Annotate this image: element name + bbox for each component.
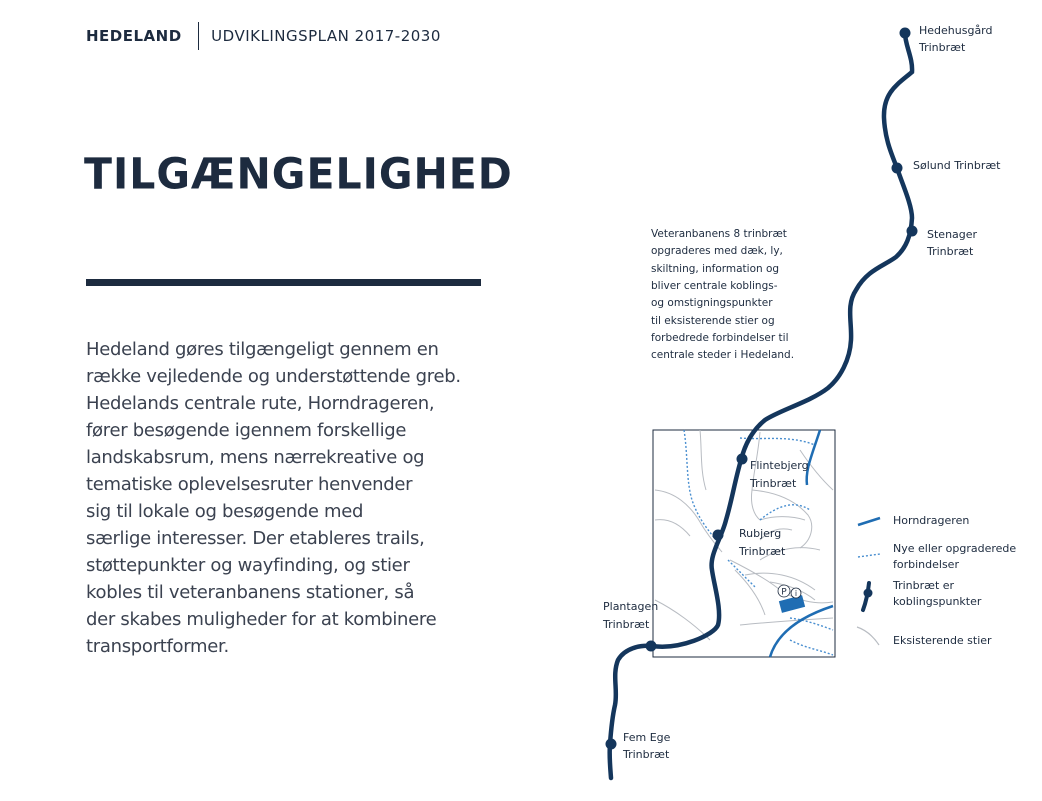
body-line: særlige interesser. Der etableres trails, — [86, 528, 425, 549]
station-name: Rubjerg — [739, 527, 782, 540]
station-name: Hedehusgård — [919, 24, 993, 37]
parking-symbol — [778, 585, 790, 598]
station-name: Fem Ege — [623, 731, 671, 744]
station-marker-flintebjerg — [737, 454, 748, 465]
body-line: der skabes muligheder for at kombinere — [86, 609, 437, 630]
legend-swatch — [858, 554, 880, 557]
annotation-line: opgraderes med dæk, ly, — [651, 245, 783, 257]
body-line: kobles til veteranbanens stationer, så — [86, 582, 415, 603]
station-type: Trinbræt — [919, 41, 966, 54]
station-label-fem-ege — [622, 731, 671, 761]
legend-swatch — [857, 627, 879, 645]
station-name: Flintebjerg — [750, 459, 809, 472]
body-line: tematiske oplevelsesruter henvender — [86, 474, 413, 495]
body-line: transportformer. — [86, 636, 229, 657]
legend-item-horndrageren — [858, 514, 969, 527]
annotation-line: Veteranbanens 8 trinbræt — [651, 228, 787, 240]
info-symbol — [791, 588, 801, 598]
station-marker-fem-ege — [606, 739, 617, 750]
annotation-line: og omstigningspunkter — [651, 297, 773, 309]
body-line: række vejledende og understøttende greb. — [86, 366, 461, 387]
map-annotation — [651, 228, 794, 361]
annotation-line: forbedrede forbindelser til — [651, 332, 789, 344]
station-type: Trinbræt — [927, 245, 974, 258]
station-name: Plantagen — [603, 600, 659, 613]
station-label-stenager — [926, 228, 978, 258]
station-type: Trinbræt — [739, 545, 786, 558]
annotation-line: skiltning, information og — [651, 263, 780, 275]
legend-label: forbindelser — [893, 558, 959, 571]
station-marker-plantagen — [646, 641, 657, 652]
annotation-line: til eksisterende stier og — [651, 315, 775, 327]
station-name: Stenager — [927, 228, 978, 241]
map-legend — [857, 514, 1016, 647]
legend-label: Eksisterende stier — [893, 634, 992, 647]
legend-label: koblingspunkter — [893, 595, 982, 608]
body-line: Hedelands centrale rute, Horndrageren, — [86, 393, 435, 414]
annotation-line: bliver centrale koblings- — [651, 280, 778, 292]
station-marker-solund — [892, 163, 903, 174]
legend-item-stations — [863, 579, 982, 610]
legend-swatch — [858, 518, 880, 525]
brand-name: HEDELAND — [86, 27, 182, 45]
legend-label: Nye eller opgraderede — [893, 542, 1017, 555]
station-type: Trinbræt — [603, 618, 650, 631]
station-label-hedehusgard — [918, 24, 993, 54]
body-line: sig til lokale og besøgende med — [86, 501, 364, 522]
page-title: TILGÆNGELIGHED — [84, 149, 513, 199]
legend-label: Trinbræt er — [893, 579, 955, 592]
station-label-plantagen — [602, 600, 658, 631]
body-line: fører besøgende igennem forskellige — [86, 420, 407, 441]
legend-station-dot — [864, 589, 873, 598]
station-marker-rubjerg — [713, 530, 724, 541]
parking-symbol-text: P — [781, 587, 787, 598]
railway-line — [610, 33, 913, 778]
station-marker-hedehusgard — [900, 28, 911, 39]
document-title: UDVIKLINGSPLAN 2017-2030 — [211, 27, 441, 45]
body-line: Hedeland gøres tilgængeligt gennem en — [86, 339, 439, 360]
station-marker-stenager — [907, 226, 918, 237]
legend-label: Horndrageren — [893, 514, 970, 527]
annotation-line: centrale steder i Hedeland. — [651, 349, 795, 361]
station-type: Trinbræt — [750, 477, 797, 490]
info-symbol-text: i — [794, 589, 798, 598]
station-name: Sølund Trinbræt — [913, 159, 1001, 172]
legend-item-existing-paths — [857, 627, 992, 647]
station-type: Trinbræt — [623, 748, 670, 761]
body-line: støttepunkter og wayfinding, og stier — [86, 555, 410, 576]
legend-item-new-paths — [858, 542, 1016, 571]
station-label-solund — [913, 159, 1001, 172]
body-line: landskabsrum, mens nærrekreative og — [86, 447, 425, 468]
